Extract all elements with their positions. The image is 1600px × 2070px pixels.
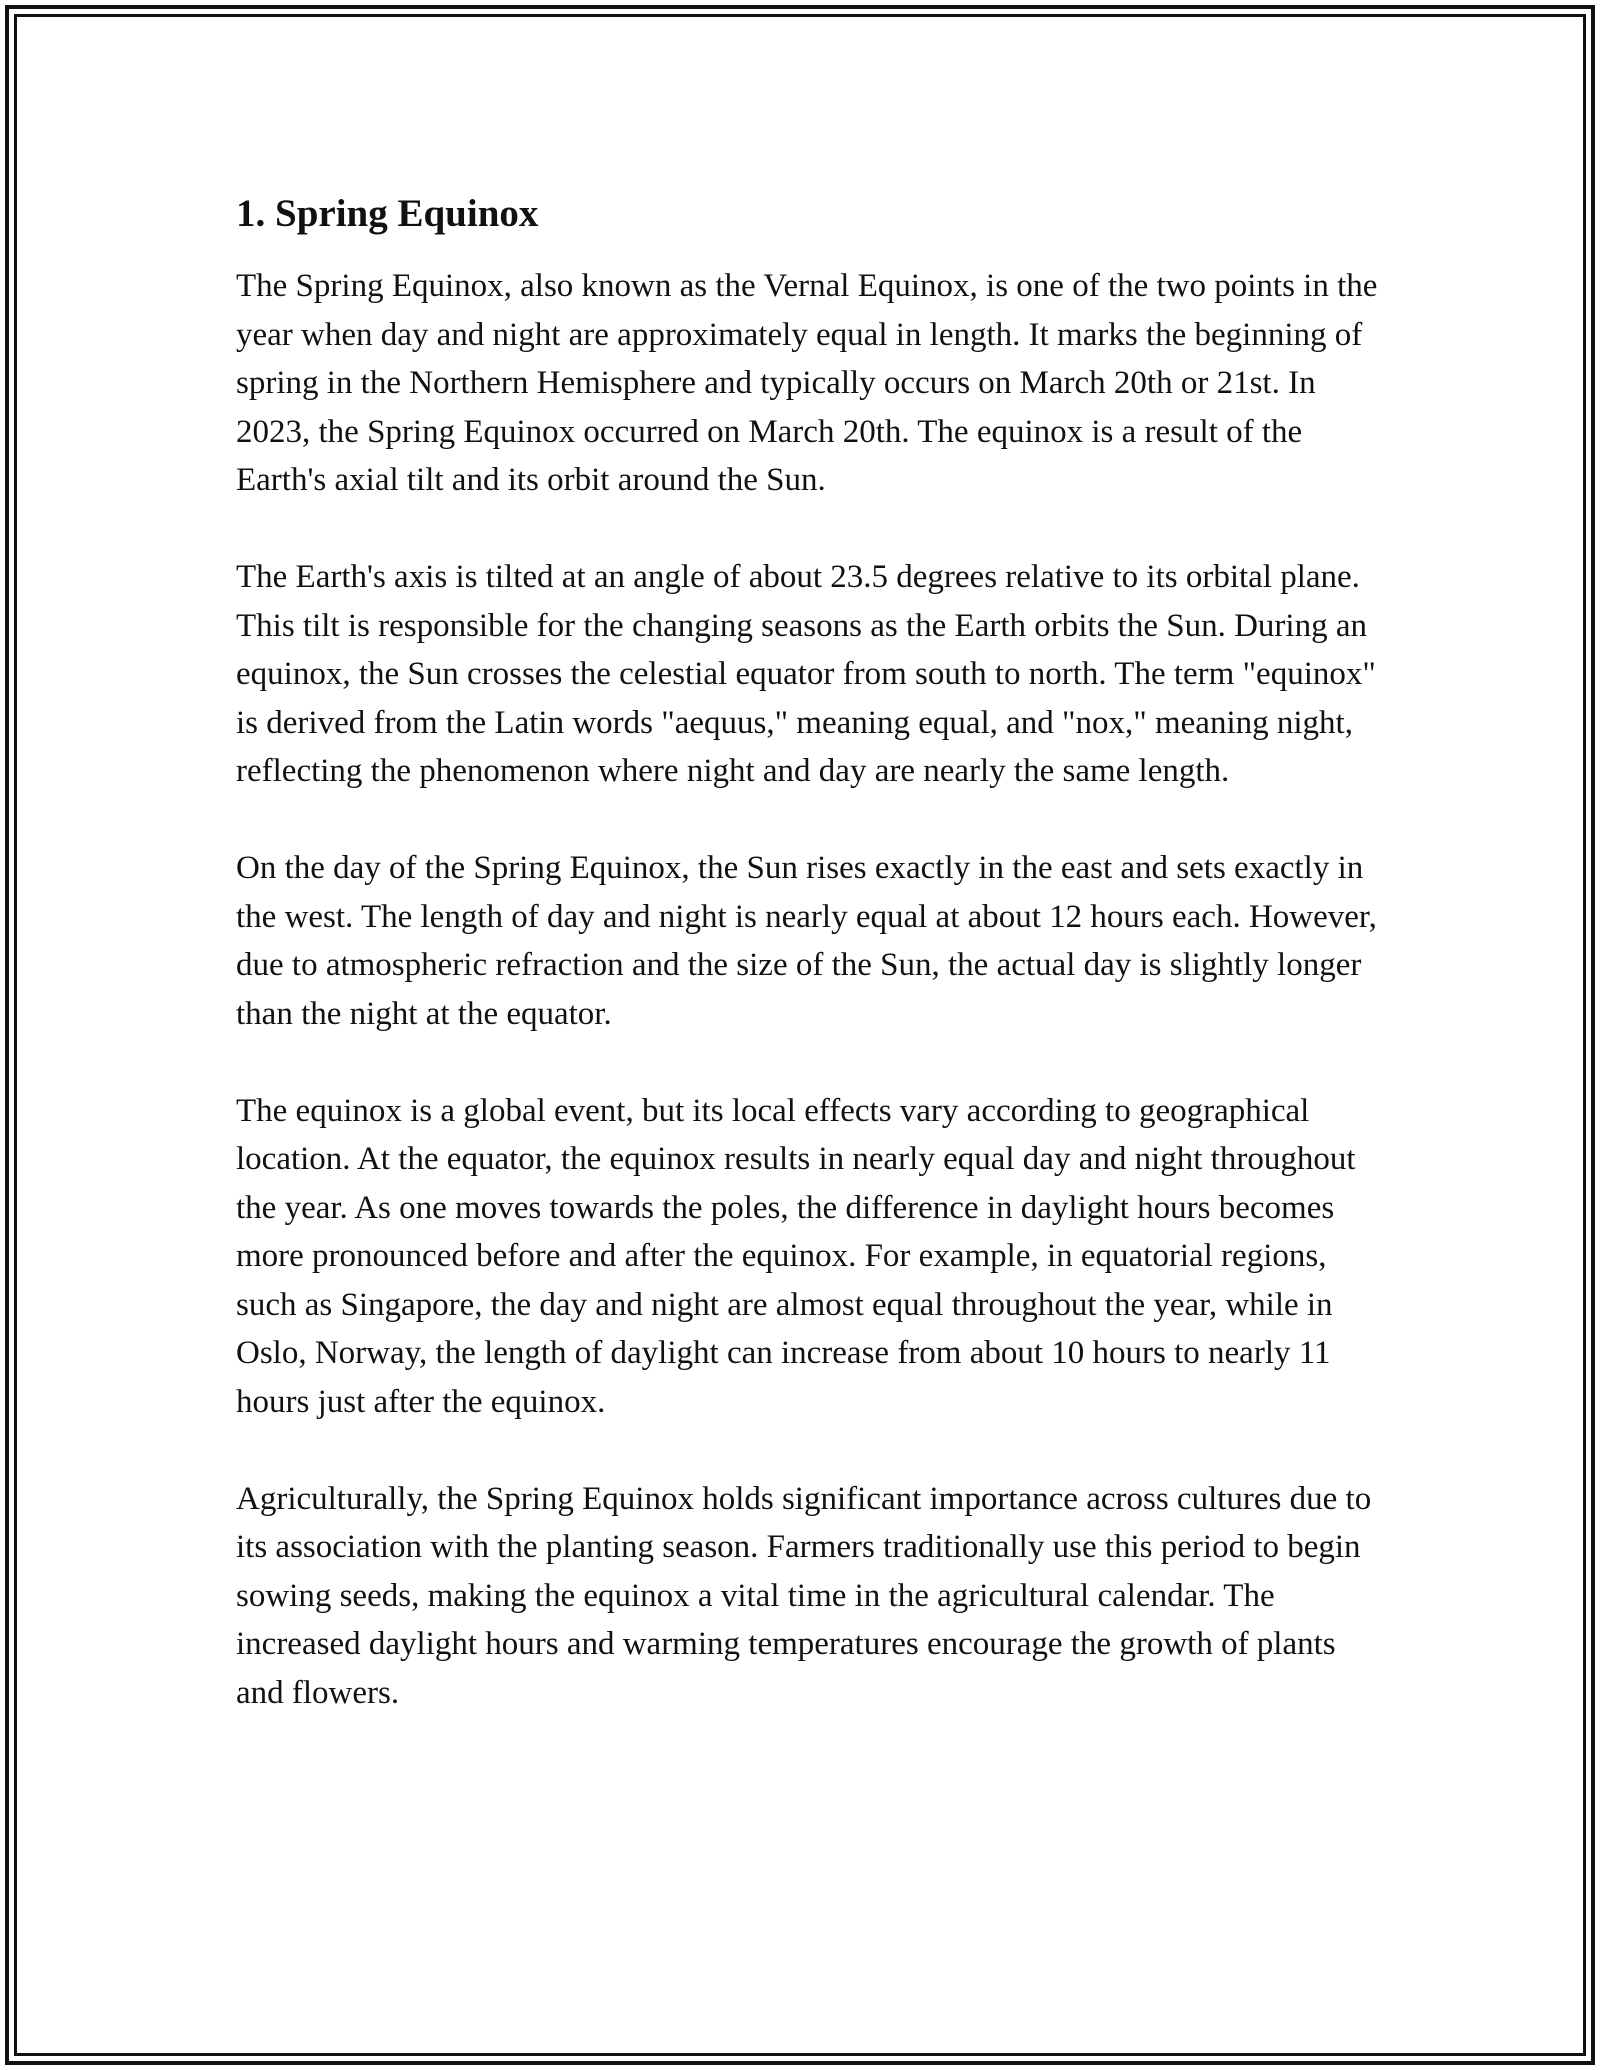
paragraph-1: The Spring Equinox, also known as the Vernal Equinox, is one of the two points in the year when day and night are approximately equal in length. It marks the beginning of spring in the Northern Hemisphere and typically occurs on March 20th or 21st. In 2023, the Spring Equinox occurred on March 20th. The equinox is a result of the Earth's axial tilt and its orbit around the Sun.: [236, 268, 1378, 498]
paragraph-5: Agriculturally, the Spring Equinox holds significant importance across cultures due to its association with the planting season. Farmers traditionally use this period to begin sowing seeds, making the equinox a vital time in the agricultural calendar. The increased daylight hours and warming temperatures encourage the growth of plants and flowers.: [236, 1480, 1372, 1711]
paragraph-2: The Earth's axis is tilted at an angle of about 23.5 degrees relative to its orbital plane. This tilt is responsible for the changing seasons as the Earth orbits the Sun. During an equinox, the Sun crosses the celestial equator from south to north. The term "equinox" is derived from the Latin words "aequus," meaning equal, and "nox," meaning night, reflecting the phenomenon where night and day are nearly the same length.: [236, 559, 1376, 789]
paragraph-3: On the day of the Spring Equinox, the Sun rises exactly in the east and sets exactly in the west. The length of day and night is nearly equal at about 12 hours each. However, due to atmospheric refraction and the size of the Sun, the actual day is slightly longer than the night at the equator.: [236, 850, 1377, 1032]
document-content: [236, 186, 1386, 1717]
section-heading: 1. Spring Equinox: [236, 192, 539, 235]
paragraph-4: The equinox is a global event, but its local effects vary according to geographical location. At the equator, the equinox results in nearly equal day and night throughout the year. As one moves towards the poles, the difference in daylight hours becomes more pronounced before and after the equinox. For example, in equatorial regions, such as Singapore, the day and night are almost equal throughout the year, while in Oslo, Norway, the length of daylight can increase from about 10 hours to nearly 11 hours just after the equinox.: [236, 1092, 1356, 1420]
